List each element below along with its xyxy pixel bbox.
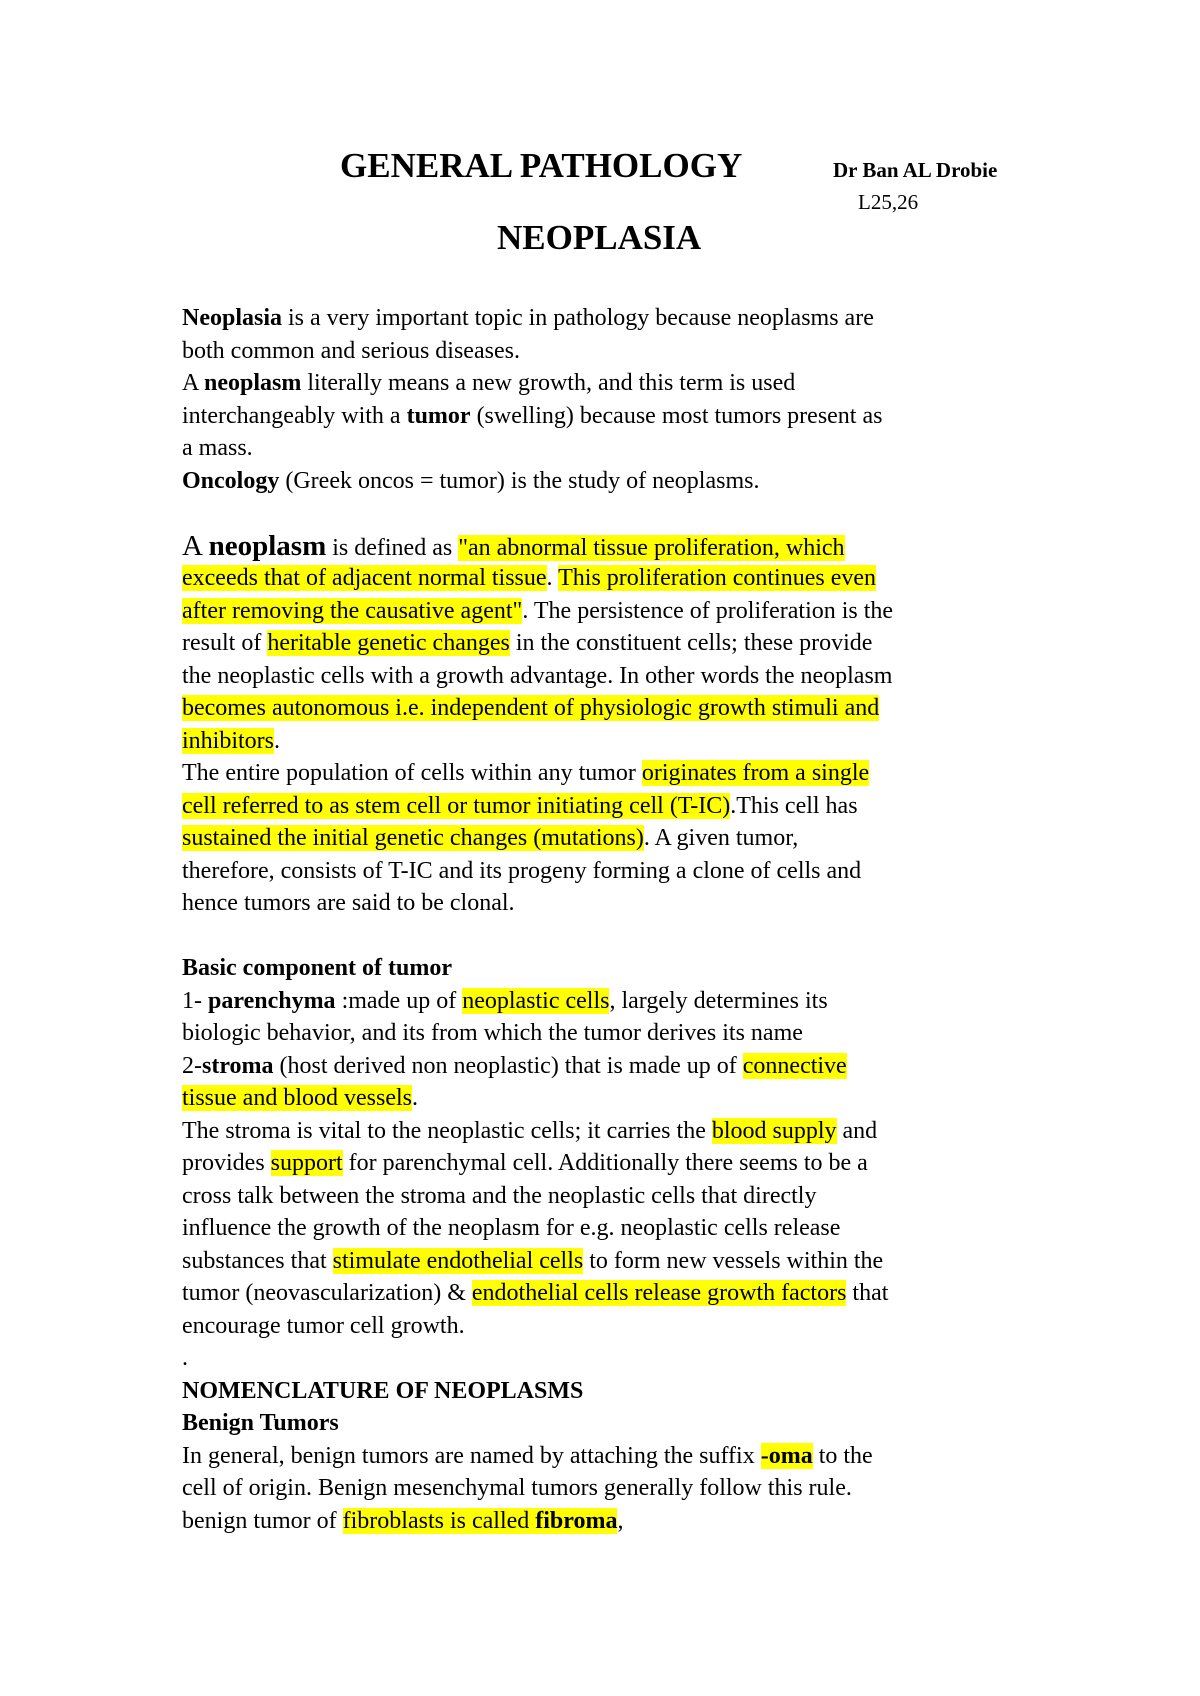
subsection-heading: Benign Tumors bbox=[182, 1410, 339, 1436]
document-title: NEOPLASIA bbox=[497, 218, 702, 257]
definition-paragraph: A neoplasm is defined as "an abnormal tissue proliferation, which exceeds that of adjacent normal tissue. This proliferation continues even after removing the causative agent". The persistence of proliferation is the result of heritable genetic changes in the constituent cells; these provide the neoplastic cells with a growth advantage. In other words the neoplasm becomes autonomous i.e. independent of physiologic growth stimuli and inhibitors. bbox=[182, 529, 894, 754]
section-heading: Basic component of tumor bbox=[182, 955, 452, 981]
author-name: Dr Ban AL Drobie bbox=[833, 158, 998, 182]
components-section: Basic component of tumor 1- parenchyma :made up of neoplastic cells, largely determines its biologic behavior, and its from which the tumor derives its name 2-stroma (host derived non neoplastic) that is made up of connective tissue and blood vessels. The stroma is vital to the neoplastic cells; it carries the blood supply and provides support for parenchymal cell. Additionally there seems to be a cross talk between the stroma and the neoplastic cells that directly influence the growth of the neoplasm for e.g. neoplastic cells release substances that stimulate endothelial cells to form new vessels within the tumor (neovascularization) & endothelial cells release growth factors that encourage tumor cell growth. . bbox=[182, 955, 889, 1371]
nomenclature-section: NOMENCLATURE OF NEOPLASMS Benign Tumors In general, benign tumors are named by attaching the suffix -oma to the cell of origin. Benign mesenchymal tumors generally follow this rule. benign tumor of fibroblasts is called fibroma, bbox=[182, 1377, 873, 1534]
body-text bbox=[182, 302, 1042, 1537]
lecture-code: L25,26 bbox=[858, 190, 919, 214]
clonal-paragraph: The entire population of cells within any tumor originates from a single cell referred to as stem cell or tumor initiating cell (T-IC).This cell has sustained the initial genetic changes (mutations). A given tumor, therefore, consists of T-IC and its progeny forming a clone of cells and hence tumors are said to be clonal. bbox=[182, 760, 870, 916]
intro-paragraph: Neoplasia is a very important topic in pathology because neoplasms are both common and serious diseases. A neoplasm literally means a new growth, and this term is used interchangeably with a tumor (swelling) because most tumors present as a mass. Oncology (Greek oncos = tumor) is the study of neoplasms. bbox=[182, 305, 883, 494]
course-title: GENERAL PATHOLOGY bbox=[340, 146, 743, 185]
section-heading: NOMENCLATURE OF NEOPLASMS bbox=[182, 1377, 584, 1404]
